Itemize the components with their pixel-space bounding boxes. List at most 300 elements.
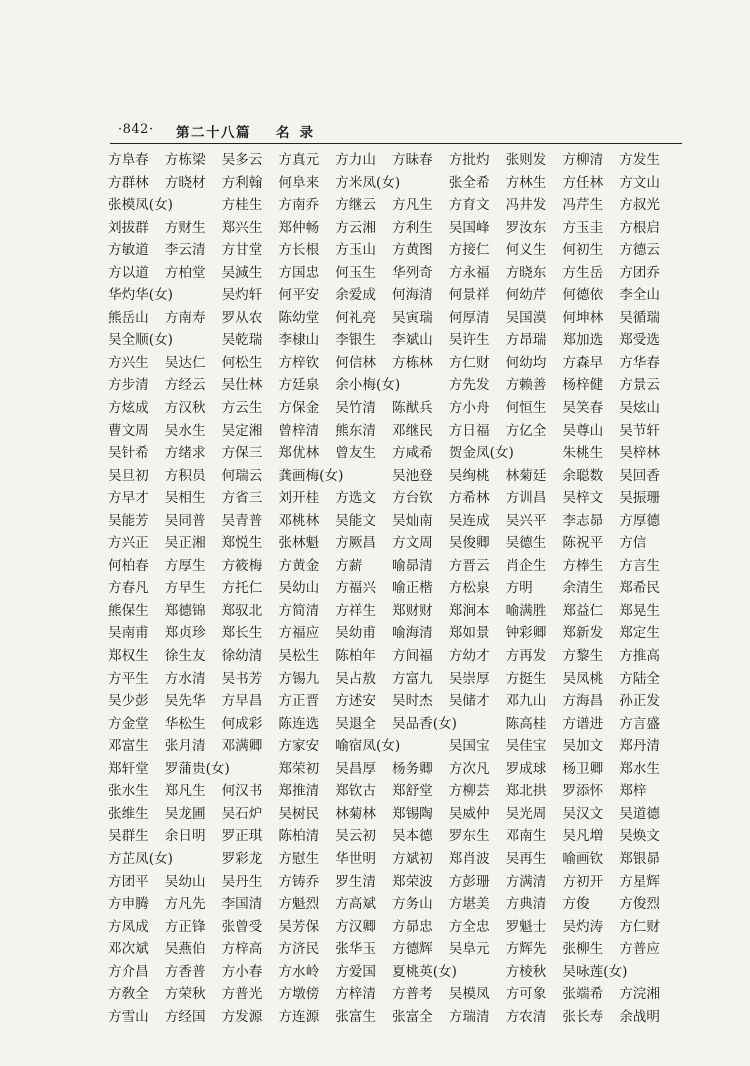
name-entry: 何幼均 [505, 354, 547, 371]
name-entry: 郑水生 [619, 760, 660, 777]
name-entry: 熊岳山 [108, 309, 149, 326]
name-entry: 邓满卿 [221, 738, 263, 755]
name-entry: 熊保生 [108, 602, 149, 619]
name-entry: 方凡生 [392, 197, 433, 214]
name-entry: 方梓钦 [278, 354, 320, 371]
name-entry: 吴梓文 [562, 490, 604, 507]
name-entry: 杨卫卿 [562, 760, 604, 777]
name-entry: 方可象 [505, 986, 547, 1003]
name-entry: 方信 [619, 535, 647, 552]
name-row [108, 375, 688, 398]
name-entry: 方简清 [278, 602, 320, 619]
name-entry: 林菊林 [335, 805, 376, 822]
name-entry: 方星辉 [619, 873, 660, 890]
name-entry: 吴龙圃 [164, 805, 206, 822]
name-row [108, 1007, 688, 1030]
name-entry: 方水岭 [278, 963, 320, 980]
name-entry: 喻昴清 [392, 557, 433, 574]
name-entry: 李银生 [335, 332, 376, 349]
name-entry: 曹文周 [108, 422, 149, 439]
name-entry: 方森早 [562, 354, 604, 371]
name-row [108, 556, 688, 579]
name-entry: 方炫成 [108, 400, 149, 417]
name-entry: 方芷凤(女) [108, 850, 173, 867]
name-entry: 吴针希 [108, 445, 149, 462]
name-entry: 张则发 [505, 152, 547, 168]
name-entry: 吴德生 [505, 535, 547, 552]
name-entry: 张模凤(女) [108, 197, 173, 214]
name-entry: 吴丹生 [221, 873, 263, 890]
name-entry: 方谱进 [562, 715, 604, 732]
name-entry: 方爱国 [335, 963, 376, 980]
name-entry: 方普应 [619, 941, 660, 958]
name-entry: 郑仲畅 [278, 219, 320, 236]
name-entry: 方申腾 [108, 896, 149, 913]
name-entry: 方济民 [278, 941, 320, 958]
name-entry: 方栋梁 [164, 152, 206, 168]
name-entry: 方发源 [221, 1008, 263, 1025]
name-entry: 吴咏莲(女) [562, 963, 628, 980]
name-entry: 方平生 [108, 670, 149, 687]
name-entry: 曾友生 [335, 445, 376, 462]
name-entry: 陈幼堂 [278, 309, 320, 326]
name-entry: 陈祝平 [562, 535, 604, 552]
name-entry: 李云清 [164, 242, 206, 259]
name-entry: 喻画钦 [562, 850, 604, 867]
name-entry: 钟彩卿 [505, 625, 547, 642]
name-entry: 吴同普 [164, 512, 206, 529]
name-entry: 方正晋 [278, 693, 320, 710]
name-entry: 李国清 [221, 896, 263, 913]
name-entry: 方早昌 [221, 693, 263, 710]
name-entry: 吴南甫 [108, 625, 149, 642]
name-entry: 方金堂 [108, 715, 149, 732]
name-entry: 夏桃英(女) [392, 963, 457, 980]
name-entry: 方务山 [392, 896, 433, 913]
name-entry: 吴水生 [164, 422, 206, 439]
name-row [108, 330, 688, 353]
name-row [108, 533, 688, 556]
name-entry: 罗汝东 [505, 219, 547, 236]
name-entry: 郑权生 [108, 648, 149, 665]
name-entry: 吴石炉 [221, 805, 263, 822]
name-entry: 吴幼甫 [335, 625, 376, 642]
name-entry: 陈连选 [278, 715, 320, 732]
name-entry: 郑希民 [619, 580, 660, 597]
name-entry: 方斌初 [392, 850, 433, 867]
name-entry: 余小梅(女) [335, 377, 401, 394]
name-entry: 方仁财 [448, 354, 490, 371]
name-entry: 吴青普 [221, 512, 263, 529]
name-entry: 吴树民 [278, 805, 320, 822]
name-entry: 吴国峰 [448, 219, 490, 236]
name-entry: 郑晃生 [619, 602, 660, 619]
name-entry: 吴仕林 [221, 377, 263, 394]
name-entry: 方昂瑞 [505, 332, 547, 349]
name-entry: 吴灿南 [392, 512, 433, 529]
name-row [108, 962, 688, 985]
name-row [108, 195, 688, 218]
name-entry: 吴回香 [619, 467, 660, 484]
name-entry: 冯芹生 [562, 197, 604, 214]
name-entry: 吴幼山 [278, 580, 320, 597]
name-entry: 郑丹清 [619, 738, 660, 755]
name-entry: 方财生 [164, 219, 206, 236]
name-entry: 邓南生 [505, 828, 547, 845]
name-entry: 郑优林 [278, 445, 320, 462]
name-row [108, 466, 688, 489]
name-entry: 方正锋 [164, 918, 206, 935]
name-entry: 方汉卿 [335, 918, 376, 935]
name-entry: 吴加文 [562, 738, 604, 755]
name-entry: 吴循瑞 [619, 309, 660, 326]
name-entry: 方咸希 [392, 445, 433, 462]
name-entry: 方早生 [164, 580, 206, 597]
name-entry: 方次凡 [448, 760, 490, 777]
name-entry: 张水生 [108, 783, 149, 800]
name-entry: 方育文 [448, 197, 490, 214]
section-title: 名录 [276, 125, 323, 141]
name-entry: 张柳生 [562, 941, 604, 958]
name-entry: 方海昌 [562, 693, 604, 710]
name-entry: 吴节轩 [619, 422, 660, 439]
name-entry: 方仁财 [619, 918, 660, 935]
name-entry: 邓桃林 [278, 512, 320, 529]
name-entry: 吴云初 [335, 828, 376, 845]
name-entry: 方赖善 [505, 377, 547, 394]
name-entry: 方训昌 [505, 490, 547, 507]
name-entry: 杨务卿 [392, 760, 433, 777]
name-entry: 吴池登 [392, 467, 433, 484]
name-entry: 方水清 [164, 670, 206, 687]
name-entry: 方普考 [392, 986, 433, 1003]
name-entry: 张华玉 [335, 941, 376, 958]
name-entry: 方小舟 [448, 400, 490, 417]
name-entry: 余日明 [164, 828, 206, 845]
page-header [118, 118, 688, 142]
name-entry: 吴凤桃 [562, 670, 604, 687]
name-row [108, 150, 688, 173]
name-entry: 方玉圭 [562, 219, 604, 236]
name-entry: 华列奇 [392, 264, 433, 281]
name-entry: 方真元 [278, 152, 320, 168]
name-entry: 方选文 [335, 490, 376, 507]
name-row [108, 240, 688, 263]
name-entry: 方文山 [619, 174, 660, 191]
name-entry: 方接仁 [448, 242, 490, 259]
name-entry: 吴焕文 [619, 828, 660, 845]
name-entry: 张林魁 [278, 535, 320, 552]
name-entry: 余清生 [562, 580, 604, 597]
name-entry: 方富九 [392, 670, 433, 687]
name-entry: 吴燕伯 [164, 941, 206, 958]
name-entry: 方全忠 [448, 918, 490, 935]
name-entry: 方俊烈 [619, 896, 660, 913]
name-entry: 方松泉 [448, 580, 490, 597]
name-row [108, 488, 688, 511]
name-entry: 罗彩龙 [221, 850, 263, 867]
name-entry: 方初开 [562, 873, 604, 890]
name-entry: 方魁烈 [278, 896, 320, 913]
name-entry: 郑受选 [619, 332, 660, 349]
name-entry: 方早才 [108, 490, 149, 507]
name-entry: 方梓高 [221, 941, 263, 958]
name-entry: 华松生 [164, 715, 206, 732]
name-entry: 方日福 [448, 422, 490, 439]
name-entry: 何幼芹 [505, 287, 547, 304]
name-row [108, 917, 688, 940]
name-entry: 吴汉文 [562, 805, 604, 822]
name-entry: 吴道德 [619, 805, 660, 822]
name-entry: 吴俊卿 [448, 535, 490, 552]
name-entry: 吴定湘 [221, 422, 263, 439]
name-entry: 方辉先 [505, 941, 547, 958]
name-entry: 吴书芳 [221, 670, 263, 687]
name-entry: 方慰生 [278, 850, 320, 867]
name-entry: 方积员 [164, 467, 206, 484]
name-entry: 郑驭北 [221, 602, 263, 619]
name-entry: 方昧春 [392, 152, 433, 168]
name-entry: 方团乔 [619, 264, 660, 281]
name-entry: 余聪数 [562, 467, 604, 484]
name-entry: 喻海清 [392, 625, 433, 642]
name-entry: 郑兴生 [221, 219, 263, 236]
name-entry: 方栋林 [392, 354, 433, 371]
name-entry: 郑北拱 [505, 783, 547, 800]
name-entry: 方米凤(女) [335, 174, 401, 191]
name-entry: 吴芳保 [278, 918, 320, 935]
name-entry: 吴灼涛 [562, 918, 604, 935]
name-entry: 吴昌厚 [335, 760, 376, 777]
name-entry: 方步清 [108, 377, 149, 394]
name-entry: 吴国漠 [505, 309, 547, 326]
name-entry: 张维生 [108, 805, 149, 822]
name-entry: 吴振珊 [619, 490, 660, 507]
name-entry: 吴笑春 [562, 400, 604, 417]
name-entry: 方云湘 [335, 219, 376, 236]
name-row [108, 601, 688, 624]
name-entry: 方以道 [108, 264, 149, 281]
name-entry: 刘拔群 [108, 219, 149, 236]
name-entry: 何景祥 [448, 287, 490, 304]
name-row [108, 849, 688, 872]
name-entry: 吴模凤 [448, 986, 490, 1003]
name-entry: 方连源 [278, 1008, 320, 1025]
name-entry: 郑益仁 [562, 602, 604, 619]
name-entry: 何礼亮 [335, 309, 376, 326]
name-entry: 张长寿 [562, 1008, 604, 1025]
name-entry: 罗魁士 [505, 918, 547, 935]
name-entry: 方团平 [108, 873, 149, 890]
name-entry: 方墩傍 [278, 986, 320, 1003]
name-entry: 方台钦 [392, 490, 433, 507]
name-entry: 方晓材 [164, 174, 206, 191]
name-entry: 吴能芳 [108, 512, 149, 529]
name-entry: 吴再生 [505, 850, 547, 867]
name-entry: 林菊廷 [505, 467, 547, 484]
name-row [108, 443, 688, 466]
name-entry: 方家安 [278, 738, 320, 755]
name-entry: 贺金凤(女) [448, 445, 514, 462]
name-entry: 吴旦初 [108, 467, 149, 484]
name-entry: 方柳芸 [448, 783, 490, 800]
name-entry: 郑德锦 [164, 602, 206, 619]
name-entry: 吴国宝 [448, 738, 490, 755]
name-entry: 郑梓 [619, 783, 647, 800]
name-entry: 方汉秋 [164, 400, 206, 417]
name-entry: 方继云 [335, 197, 376, 214]
name-entry: 何瑞云 [221, 467, 263, 484]
name-entry: 吴时杰 [392, 693, 433, 710]
name-entry: 喻正楷 [392, 580, 433, 597]
name-entry: 张富生 [335, 1008, 376, 1025]
name-row [108, 872, 688, 895]
name-entry: 张曾受 [221, 918, 263, 935]
name-entry: 吴光周 [505, 805, 547, 822]
name-entry: 方根启 [619, 219, 660, 236]
name-entry: 罗添怀 [562, 783, 604, 800]
name-entry: 郑钦古 [335, 783, 376, 800]
name-entry: 何初生 [562, 242, 604, 259]
name-entry: 李志昴 [562, 512, 604, 529]
name-entry: 吴兴平 [505, 512, 547, 529]
name-entry: 吴阜元 [448, 941, 490, 958]
name-entry: 方福应 [278, 625, 320, 642]
name-entry: 徐幼清 [221, 648, 263, 665]
name-entry: 郑悦生 [221, 535, 263, 552]
name-entry: 吴多云 [221, 152, 263, 168]
name-row [108, 398, 688, 421]
name-entry: 吴达仁 [164, 354, 206, 371]
name-entry: 曾梓清 [278, 422, 320, 439]
name-row [108, 736, 688, 759]
name-entry: 方言盛 [619, 715, 660, 732]
name-entry: 陈高桂 [505, 715, 547, 732]
name-row [108, 669, 688, 692]
name-entry: 吴连成 [448, 512, 490, 529]
name-entry: 龚画梅(女) [278, 467, 344, 484]
name-entry: 方锡九 [278, 670, 320, 687]
name-entry: 陈柏年 [335, 648, 376, 665]
name-entry: 张全希 [448, 174, 490, 191]
name-entry: 方先发 [448, 377, 490, 394]
name-entry: 何阜来 [278, 174, 320, 191]
name-row [108, 939, 688, 962]
name-entry: 罗成球 [505, 760, 547, 777]
name-entry: 喻满胜 [505, 602, 547, 619]
name-entry: 吴群生 [108, 828, 149, 845]
name-entry: 方棱秋 [505, 963, 547, 980]
name-row [108, 781, 688, 804]
name-entry: 张富全 [392, 1008, 433, 1025]
name-entry: 吴全顺(女) [108, 332, 173, 349]
name-entry: 郑定生 [619, 625, 660, 642]
name-entry: 陈柏清 [278, 828, 320, 845]
name-entry: 方林生 [505, 174, 547, 191]
name-entry: 邓九山 [505, 693, 547, 710]
name-entry: 徐生友 [164, 648, 206, 665]
name-entry: 吴品香(女) [392, 715, 457, 732]
name-row [108, 623, 688, 646]
name-entry: 方玉山 [335, 242, 376, 259]
name-entry: 方亿全 [505, 422, 547, 439]
name-entry: 罗蒲贵(女) [164, 760, 230, 777]
name-entry: 方言生 [619, 557, 660, 574]
name-entry: 郑银昴 [619, 850, 660, 867]
name-entry: 吴灼轩 [221, 287, 263, 304]
name-entry: 李斌山 [392, 332, 433, 349]
name-entry: 吴许生 [448, 332, 490, 349]
name-entry: 方幼才 [448, 648, 490, 665]
name-entry: 吴竹清 [335, 400, 376, 417]
name-entry: 方荣秋 [164, 986, 206, 1003]
name-entry: 郑肖波 [448, 850, 490, 867]
name-entry: 吴退全 [335, 715, 376, 732]
name-entry: 方瑞清 [448, 1008, 490, 1025]
name-entry: 吴占敖 [335, 670, 376, 687]
name-entry: 方黄图 [392, 242, 433, 259]
name-entry: 方云生 [221, 400, 263, 417]
name-entry: 方薪 [335, 557, 363, 574]
name-entry: 方春凡 [108, 580, 149, 597]
name-entry: 陈猷兵 [392, 400, 433, 417]
name-row [108, 691, 688, 714]
name-entry: 方叔光 [619, 197, 660, 214]
name-entry: 方普光 [221, 986, 263, 1003]
name-entry: 方华春 [619, 354, 660, 371]
name-entry: 方经国 [164, 1008, 206, 1025]
name-entry: 方高斌 [335, 896, 376, 913]
name-entry: 方推高 [619, 648, 660, 665]
name-row [108, 285, 688, 308]
name-entry: 方群林 [108, 174, 149, 191]
name-entry: 方德云 [619, 242, 660, 259]
name-entry: 肖企生 [505, 557, 547, 574]
name-row [108, 173, 688, 196]
name-entry: 方浣湘 [619, 986, 660, 1003]
name-entry: 方雪山 [108, 1008, 149, 1025]
name-entry: 罗生清 [335, 873, 376, 890]
name-entry: 何汉书 [221, 783, 263, 800]
name-entry: 何成彩 [221, 715, 263, 732]
name-entry: 郑财财 [392, 602, 433, 619]
name-entry: 何海清 [392, 287, 433, 304]
name-entry: 方德辉 [392, 941, 433, 958]
name-entry: 熊东清 [335, 422, 376, 439]
name-entry: 华世明 [335, 850, 376, 867]
name-entry: 余爱成 [335, 287, 376, 304]
name-entry: 何松生 [221, 354, 263, 371]
name-entry: 方希林 [448, 490, 490, 507]
name-entry: 方典清 [505, 896, 547, 913]
name-entry: 邓次斌 [108, 941, 149, 958]
name-row [108, 218, 688, 241]
name-entry: 郑舒堂 [392, 783, 433, 800]
name-entry: 方堪美 [448, 896, 490, 913]
name-entry: 郑加选 [562, 332, 604, 349]
name-row [108, 714, 688, 737]
name-entry: 方甘堂 [221, 242, 263, 259]
name-entry: 李棣山 [278, 332, 320, 349]
name-entry: 何玉生 [335, 264, 376, 281]
name-entry: 方景云 [619, 377, 660, 394]
name-entry: 方介昌 [108, 963, 149, 980]
name-entry: 吴崇厚 [448, 670, 490, 687]
name-list [108, 150, 688, 1029]
name-entry: 郑锡陶 [392, 805, 433, 822]
name-row [108, 263, 688, 286]
name-entry: 郑长生 [221, 625, 263, 642]
